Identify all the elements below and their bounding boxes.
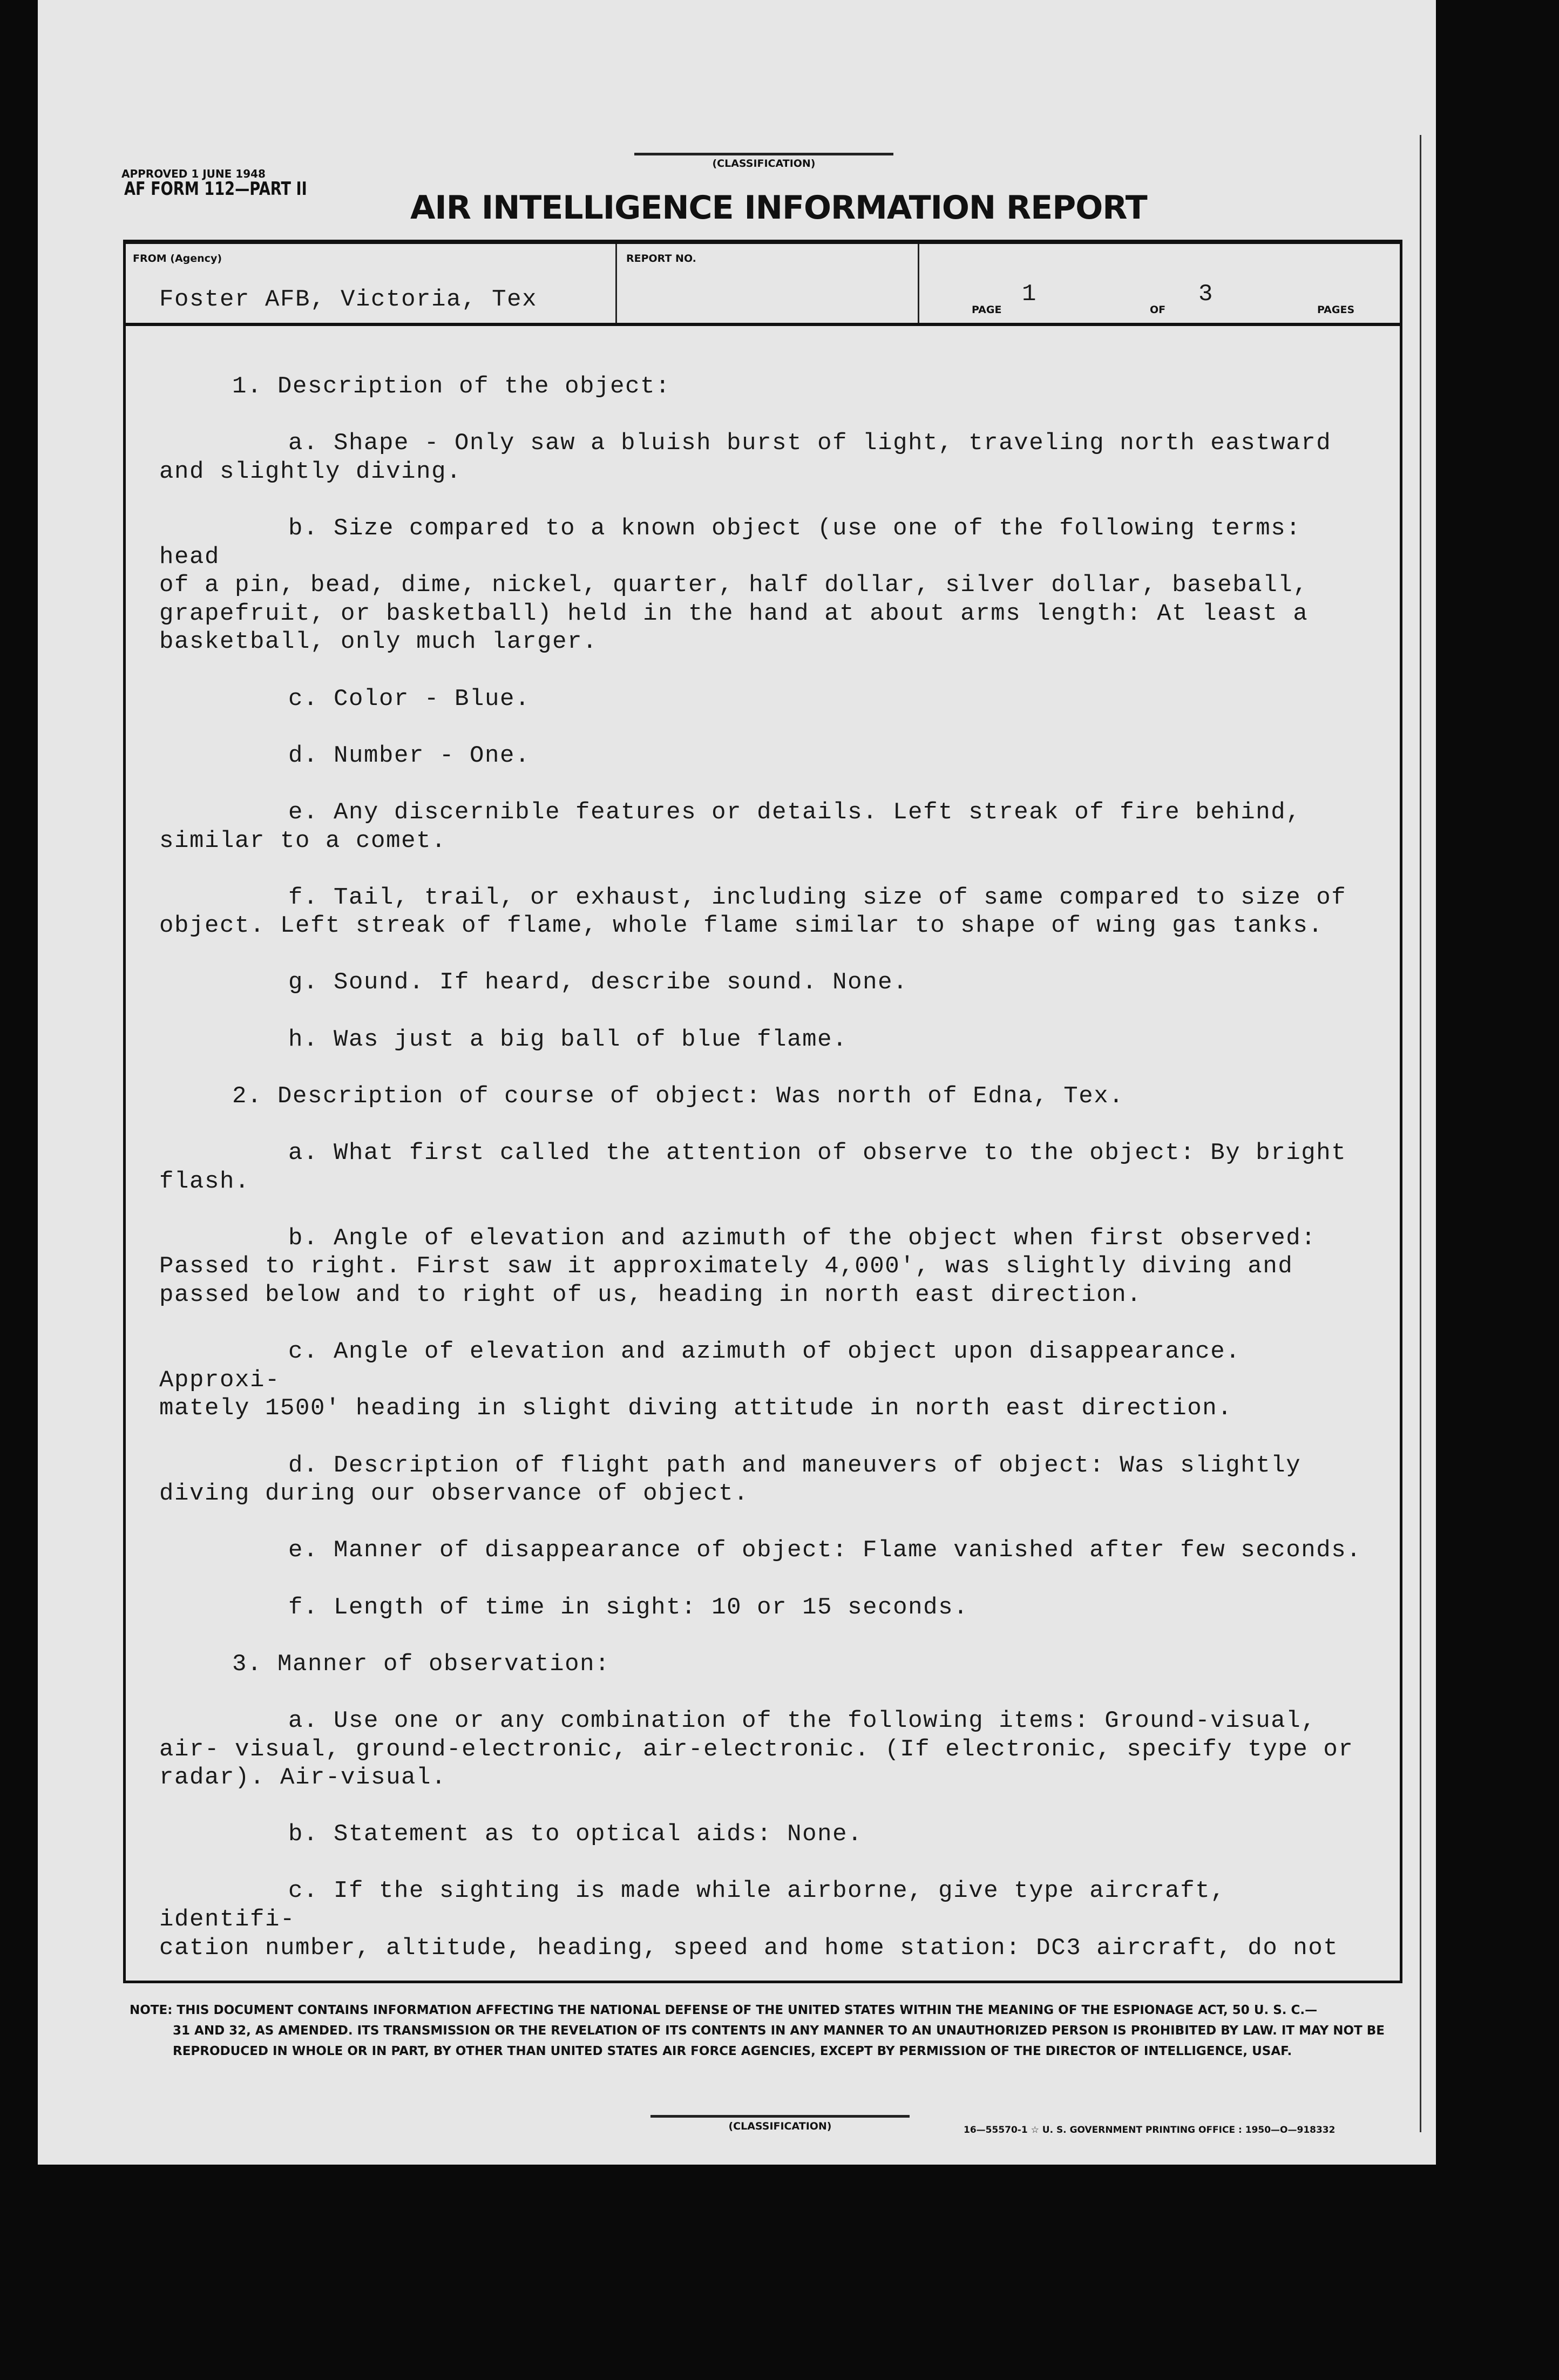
- report-title: AIR INTELLIGENCE INFORMATION REPORT: [410, 189, 1147, 227]
- pages-label: PAGES: [1317, 304, 1355, 316]
- from-label: FROM (Agency): [133, 253, 222, 265]
- report-paragraph: d. Number - One.: [288, 742, 531, 769]
- report-paragraph: e. Manner of disappearance of object: Flame vanished after few seconds.: [288, 1537, 1362, 1564]
- report-paragraph: 1. Description of the object:: [232, 373, 671, 400]
- notice-line-1: NOTE: THIS DOCUMENT CONTAINS INFORMATION AFFECTING THE NATIONAL DEFENSE OF THE UNITED STATES WITHIN THE MEANING OF THE ESPIONAGE ACT, 50 U. S. C.—: [130, 2003, 1318, 2017]
- espionage-notice: [130, 2000, 1441, 2062]
- classification-line-bottom: [650, 2115, 910, 2118]
- report-paragraph: c. Color - Blue.: [288, 685, 531, 713]
- report-no-label: REPORT NO.: [626, 253, 696, 265]
- classification-label: (CLASSIFICATION): [712, 158, 816, 169]
- report-paragraph: d. Description of flight path and maneuvers of object: Was slightly diving during our observance of object.: [159, 1452, 1302, 1508]
- report-paragraph: a. What first called the attention of observe to the object: By bright flash.: [159, 1140, 1347, 1195]
- report-paragraph: g. Sound. If heard, describe sound. None.: [288, 969, 909, 996]
- of-label: OF: [1150, 304, 1166, 316]
- report-paragraph: e. Any discernible features or details. Left streak of fire behind, similar to a comet.: [159, 798, 1302, 855]
- notice-continuation: 31 AND 32, AS AMENDED. ITS TRANSMISSION OR THE REVELATION OF ITS CONTENTS IN ANY MANNER TO AN UNAUTHORIZED PERSON IS PROHIBITED BY LAW. IT MAY NOT BE REPRODUCED IN WHOLE OR IN PART, BY OTHER THAN UNITED STATES AIR FORCE AGENCIES, EXCEPT BY PERMISSION OF THE DIRECTOR OF INTELLIGENCE, USAF.: [173, 2024, 1385, 2058]
- divider: [615, 244, 617, 323]
- report-paragraph: h. Was just a big ball of blue flame.: [288, 1026, 848, 1053]
- report-body: [159, 372, 1374, 1991]
- report-paragraph: c. Angle of elevation and azimuth of object upon disappearance. Approxi- mately 1500' heading in slight diving attitude in north east direction.: [159, 1338, 1241, 1422]
- from-value: Foster AFB, Victoria, Tex: [159, 286, 538, 313]
- form-number: AF FORM 112—PART II: [124, 178, 307, 200]
- report-paragraph: 2. Description of course of object: Was north of Edna, Tex.: [232, 1082, 1124, 1110]
- divider: [918, 244, 919, 323]
- report-paragraph: a. Shape - Only saw a bluish burst of light, traveling north eastward and slightly diving.: [159, 430, 1332, 485]
- total-pages: 3: [1198, 281, 1214, 308]
- printing-office-imprint: 16—55570-1 ☆ U. S. GOVERNMENT PRINTING OFFICE : 1950—O—918332: [964, 2125, 1336, 2135]
- approved-date: APPROVED 1 JUNE 1948: [121, 167, 266, 180]
- classification-line: [634, 153, 893, 155]
- report-paragraph: b. Angle of elevation and azimuth of the object when first observed: Passed to right. First saw it approximately 4,000', was slightly diving and passed below and to right of us, heading in north east direction.: [159, 1224, 1317, 1308]
- report-paragraph: c. If the sighting is made while airborne, give type aircraft, identifi- cation number, altitude, heading, speed and home station: DC3 aircraft, do not: [159, 1877, 1339, 1962]
- header-rule: [126, 323, 1400, 326]
- page-number: 1: [1022, 281, 1038, 308]
- report-paragraph: b. Statement as to optical aids: None.: [288, 1821, 863, 1848]
- report-paragraph: f. Tail, trail, or exhaust, including size of same compared to size of object. Left streak of flame, whole flame similar to shape of wing gas tanks.: [159, 884, 1347, 940]
- report-paragraph: b. Size compared to a known object (use one of the following terms: head of a pin, bead, dime, nickel, quarter, half dollar, silver dollar, baseball, grapefruit, or basketball) held in the hand at about arms length: At least a basketball, only much larger.: [159, 514, 1309, 656]
- report-paragraph: 3. Manner of observation:: [232, 1650, 611, 1678]
- report-paragraph: f. Length of time in sight: 10 or 15 seconds.: [288, 1594, 969, 1621]
- page-label: PAGE: [972, 304, 1002, 316]
- report-paragraph: a. Use one or any combination of the following items: Ground-visual, air- visual, ground-electronic, air-electronic. (If electronic, specify type or radar). Air-visual.: [159, 1707, 1354, 1792]
- classification-label-bottom: (CLASSIFICATION): [728, 2120, 832, 2132]
- page-edge: [1420, 135, 1421, 2132]
